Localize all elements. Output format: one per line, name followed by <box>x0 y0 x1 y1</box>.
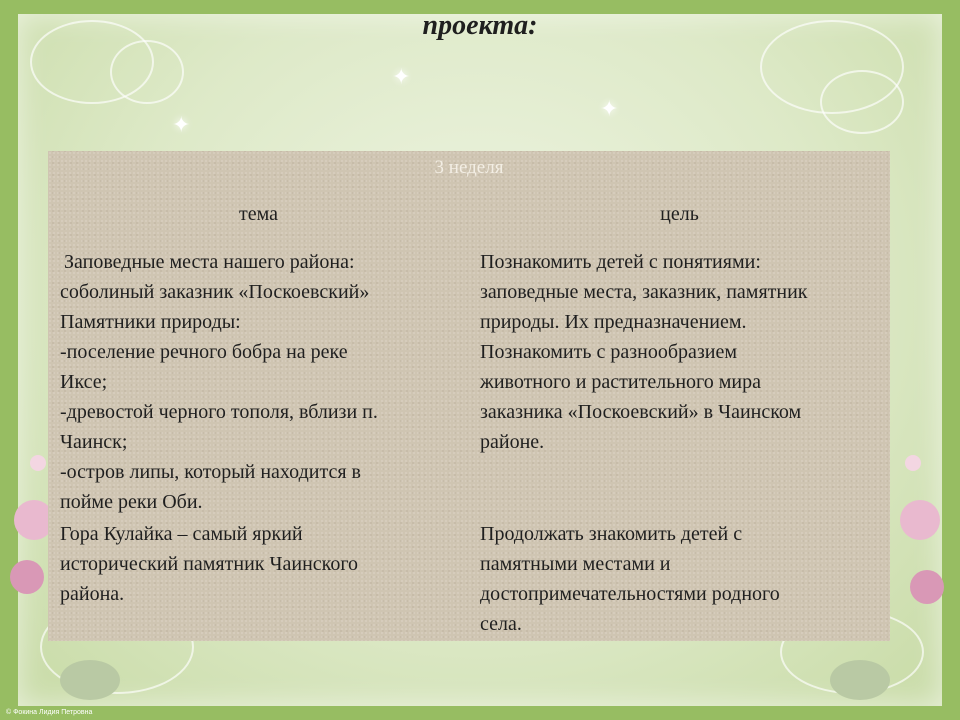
table-cell-topic <box>60 519 358 609</box>
cell-line: Познакомить детей с понятиями: <box>480 251 761 273</box>
cell-line: пойме реки Оби. <box>60 491 203 513</box>
cell-line: исторический памятник Чаинского <box>60 553 359 575</box>
cell-line: районе. <box>480 431 545 453</box>
cell-line: района. <box>60 583 125 605</box>
blossom-decoration <box>900 500 940 540</box>
project-table <box>48 151 890 641</box>
cell-line: -древостой черного тополя, вблизи п. <box>60 401 378 423</box>
cell-line: -остров липы, который находится в <box>60 461 361 483</box>
cell-line: достопримечательностями родного <box>480 583 780 605</box>
cell-line: Познакомить с разнообразием <box>480 341 738 363</box>
cell-line: Иксе; <box>60 371 108 393</box>
column-header-goal: цель <box>660 203 699 225</box>
blossom-decoration <box>30 455 46 471</box>
cell-line: Продолжать знакомить детей с <box>480 523 743 545</box>
cell-line: памятными местами и <box>480 553 671 575</box>
title-text: проекта: <box>422 10 538 41</box>
blossom-decoration <box>910 570 944 604</box>
cell-line: Заповедные места нашего района: <box>64 251 355 273</box>
slide-title <box>0 10 960 42</box>
sparkle-icon: ✦ <box>172 112 191 137</box>
sparkle-icon: ✦ <box>392 64 411 89</box>
cell-line: природы. Их предназначением. <box>480 311 747 333</box>
cell-line: -поселение речного бобра на реке <box>60 341 348 363</box>
table-cell-goal <box>480 519 780 639</box>
cell-line: Памятники природы: <box>60 311 241 333</box>
cell-line: соболиный заказник «Поскоевский» <box>60 281 370 303</box>
blossom-decoration <box>10 560 44 594</box>
week-label: 3 неделя <box>434 157 504 178</box>
blossom-decoration <box>60 660 120 700</box>
cell-line: Чаинск; <box>60 431 128 453</box>
cell-line: села. <box>480 613 522 635</box>
decorative-swirl <box>820 70 904 134</box>
table-cell-goal <box>480 247 808 457</box>
blossom-decoration <box>905 455 921 471</box>
blossom-decoration <box>830 660 890 700</box>
watermark: © Фокина Лидия Петровна <box>6 709 93 716</box>
cell-line: заказника «Поскоевский» в Чаинском <box>480 401 802 423</box>
cell-line: Гора Кулайка – самый яркий <box>60 523 303 545</box>
cell-line: заповедные места, заказник, памятник <box>480 281 808 303</box>
column-header-topic: тема <box>238 203 278 225</box>
cell-line: животного и растительного мира <box>480 371 761 393</box>
sparkle-icon: ✦ <box>600 96 619 121</box>
decorative-swirl <box>110 40 184 104</box>
table-cell-topic <box>60 247 378 517</box>
